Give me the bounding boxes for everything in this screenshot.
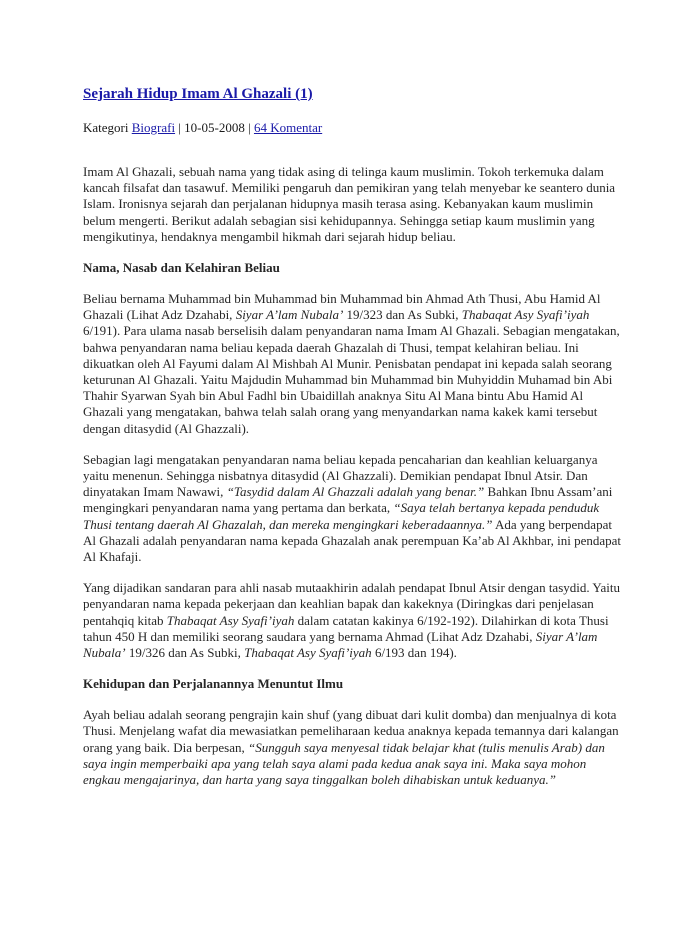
post-date: 10-05-2008	[184, 120, 245, 135]
article-body	[83, 164, 623, 788]
paragraph-tasydid: Yang dijadikan sandaran para ahli nasab mutaakhirin adalah pendapat Ibnul Atsir dengan tasydid. Yaitu penyandaran nama kepada pekerjaan dan keahlian bapak dan kakeknya (Diringkas dari penjelasan pentahqiq kitab Thabaqat Asy Syafi’iyah dalam catatan kakinya 6/192-192). Dilahirkan di kota Thusi tahun 450 H dan memiliki seorang saudara yang bernama Ahmad (Lihat Adz Dzahabi, Siyar A’lam Nubala’ 19/326 dan As Subki, Thabaqat Asy Syafi’iyah 6/193 dan 194).	[83, 580, 620, 661]
meta-separator: |	[175, 120, 185, 135]
meta-prefix: Kategori	[83, 120, 132, 135]
comments-link[interactable]: 64 Komentar	[253, 120, 323, 135]
intro-paragraph: Imam Al Ghazali, sebuah nama yang tidak asing di telinga kaum muslimin. Tokoh terkemuka dalam kancah filsafat dan tasawuf. Memiliki pengaruh dan pemikiran yang telah menyebar ke seantero dunia Islam. Ironisnya sejarah dan perjalanan hidupnya masih terasa asing. Kebanyakan kaum muslimin belum mengerti. Berikut adalah sebagian sisi kehidupannya. Sehingga setiap kaum muslimin yang mengikutinya, hendaknya mengambil hikmah dari sejarah hidup beliau.	[83, 164, 616, 244]
category-link[interactable]: Biografi	[131, 120, 176, 135]
article-meta	[83, 120, 322, 136]
paragraph-nisbat: Sebagian lagi mengatakan penyandaran nama beliau kepada pencaharian dan keahlian keluarganya yaitu menenun. Sehingga nisbatnya ditasydid (Al Ghazzali). Demikian pendapat Ibnul Atsir. Dan dinyatakan Imam Nawawi, “Tasydid dalam Al Ghazzali adalah yang benar.” Bahkan Ibnu Assam’ani mengingkari penyandaran nama yang pertama dan berkata, “Saya telah bertanya kepada penduduk Thusi tentang daerah Al Ghazalah, dan mereka mengingkari keberadaannya.” Ada yang berpendapat Al Ghazali adalah penyandaran nama kepada Ghazalah anak perempuan Ka’ab Al Akhbar, ini pendapat Al Khafaji.	[83, 451, 622, 565]
section-heading-kehidupan: Kehidupan dan Perjalanannya Menuntut Ilmu	[83, 676, 344, 692]
meta-separator: |	[244, 120, 254, 135]
paragraph-nama: Beliau bernama Muhammad bin Muhammad bin Muhammad bin Ahmad Ath Thusi, Abu Hamid Al Ghazali (Lihat Adz Dzahabi, Siyar A’lam Nubala’ 19/323 dan As Subki, Thabaqat Asy Syafi’iyah 6/191). Para ulama nasab berselisih dalam penyandaran nama Imam Al Ghazali. Sebagian mengatakan, bahwa penyandaran nama beliau kepada daerah Ghazalah di Thusi, tempat kelahiran beliau. Ini dikuatkan oleh Al Fayumi dalam Al Mishbah Al Munir. Penisbatan pendapat ini kepada salah seorang keturunan Al Ghazali. Yaitu Majdudin Muhammad bin Muhammad bin Muhyiddin Muhamad bin Abi Thahir Syarwan Syah bin Abul Fadhl bin Ubaidillah anaknya Situ Al Mana bintu Abu Hamid Al Ghazali yang mengatakan, bahwa telah salah orang yang menyandarkan nama kakek kami tersebut dengan ditasydid (Al Ghazzali).	[83, 291, 620, 436]
article-title[interactable]: Sejarah Hidup Imam Al Ghazali (1)	[83, 86, 313, 102]
paragraph-ayah: Ayah beliau adalah seorang pengrajin kain shuf (yang dibuat dari kulit domba) dan menjualnya di kota Thusi. Menjelang wafat dia mewasiatkan pemeliharaan kedua anaknya kepada temannya dari kalangan orang yang baik. Dia berpesan, “Sungguh saya menyesal tidak belajar khat (tulis menulis Arab) dan saya ingin memperbaiki apa yang telah saya alami pada kedua anak saya ini. Maka saya mohon engkau mengajarinya, dan harta yang saya tinggalkan boleh dihabiskan untuk keduanya.”	[83, 707, 619, 788]
section-heading-nama-nasab: Nama, Nasab dan Kelahiran Beliau	[83, 260, 280, 276]
